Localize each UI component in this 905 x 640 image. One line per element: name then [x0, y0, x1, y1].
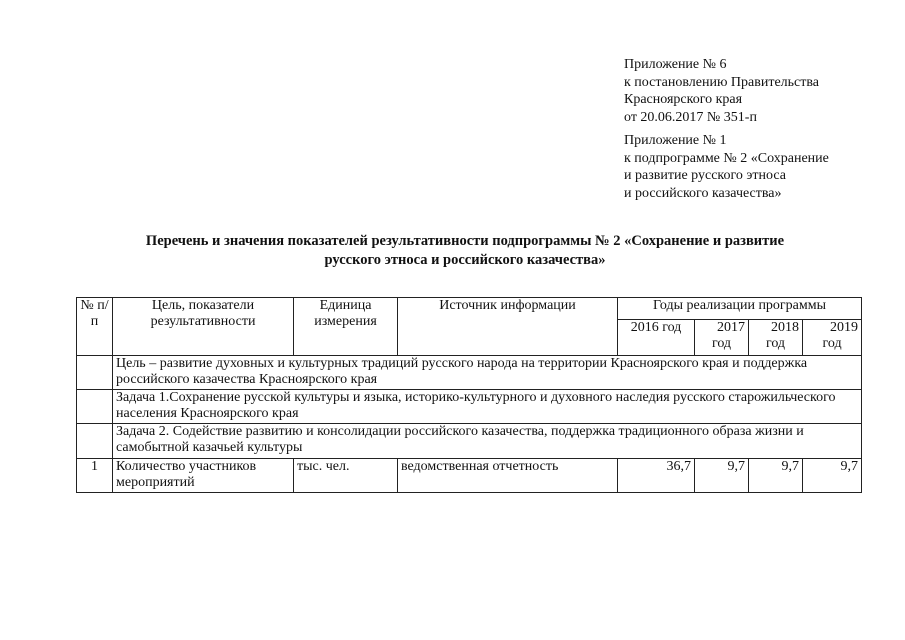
header-years: Годы реализации программы — [618, 298, 862, 320]
attachment-1-line-1: Приложение № 6 — [624, 57, 727, 72]
task-1-row-text: Задача 1.Сохранение русской культуры и языка, историко-культурного и духовного наследия русского старожильческого населения Красноярского края — [113, 390, 862, 424]
indicator-source: ведомственная отчетность — [398, 459, 618, 493]
document-title-line-1: Перечень и значения показателей результативности подпрограммы № 2 «Сохранение и развитие — [145, 233, 785, 249]
task-2-row-num — [77, 424, 113, 459]
goal-row-num — [77, 356, 113, 390]
header-year-2016: 2016 год — [618, 320, 695, 356]
header-year-2019 — [803, 320, 862, 356]
attachment-1-line-3: Красноярского края — [624, 92, 743, 107]
attachment-2-line-1: Приложение № 1 — [624, 133, 727, 148]
header-row-1 — [77, 298, 862, 320]
attachment-1-line-2: к постановлению Правительства — [624, 74, 820, 90]
indicator-value-2018: 9,7 — [749, 459, 803, 493]
header-year-2018 — [749, 320, 803, 356]
indicator-value-2019: 9,7 — [803, 459, 862, 493]
attachment-2-line-3: и развитие русского этноса — [624, 168, 786, 183]
header-num: № п/п — [77, 298, 113, 356]
header-source: Источник информации — [398, 298, 618, 356]
attachment-2-line-2: к подпрограмме № 2 «Сохранение — [624, 150, 829, 166]
indicator-value-2017: 9,7 — [695, 459, 749, 493]
header-year-2017-number: 2017 — [717, 320, 745, 335]
task-2-row-text: Задача 2. Содействие развитию и консолидации российского казачества, поддержка традиционного образа жизни и самобытной казачьей культуры — [113, 424, 862, 459]
attachment-block-subprogram — [624, 132, 829, 202]
header-unit: Единица измерения — [294, 298, 398, 356]
header-year-2018-unit: год — [765, 336, 786, 351]
table-row — [77, 459, 862, 493]
header-goal: Цель, показатели результативности — [113, 298, 294, 356]
document-title-line-2: русского этноса и российского казачества» — [324, 252, 606, 268]
header-year-2017-unit: год — [711, 336, 732, 351]
attachment-2-line-4: и российского казачества» — [624, 185, 782, 201]
attachment-block-government-resolution — [624, 56, 819, 126]
task-1-row — [77, 390, 862, 424]
indicator-unit: тыс. чел. — [294, 459, 398, 493]
goal-row-text: Цель – развитие духовных и культурных традиций русского народа на территории Красноярского края и поддержка российского казачества Красноярского края — [113, 356, 862, 390]
header-year-2019-number: 2019 — [830, 320, 859, 335]
header-year-2019-unit: год — [822, 336, 842, 351]
header-year-2017 — [695, 320, 749, 356]
indicator-value-2016: 36,7 — [618, 459, 695, 493]
indicators-table — [76, 297, 862, 493]
attachment-1-line-4: от 20.06.2017 № 351-п — [624, 109, 757, 125]
indicator-name: Количество участников мероприятий — [113, 459, 294, 493]
task-1-row-num — [77, 390, 113, 424]
task-2-row — [77, 424, 862, 459]
indicator-num: 1 — [77, 459, 113, 493]
goal-row — [77, 356, 862, 390]
document-title — [60, 232, 870, 270]
header-year-2018-number: 2018 — [771, 320, 799, 335]
